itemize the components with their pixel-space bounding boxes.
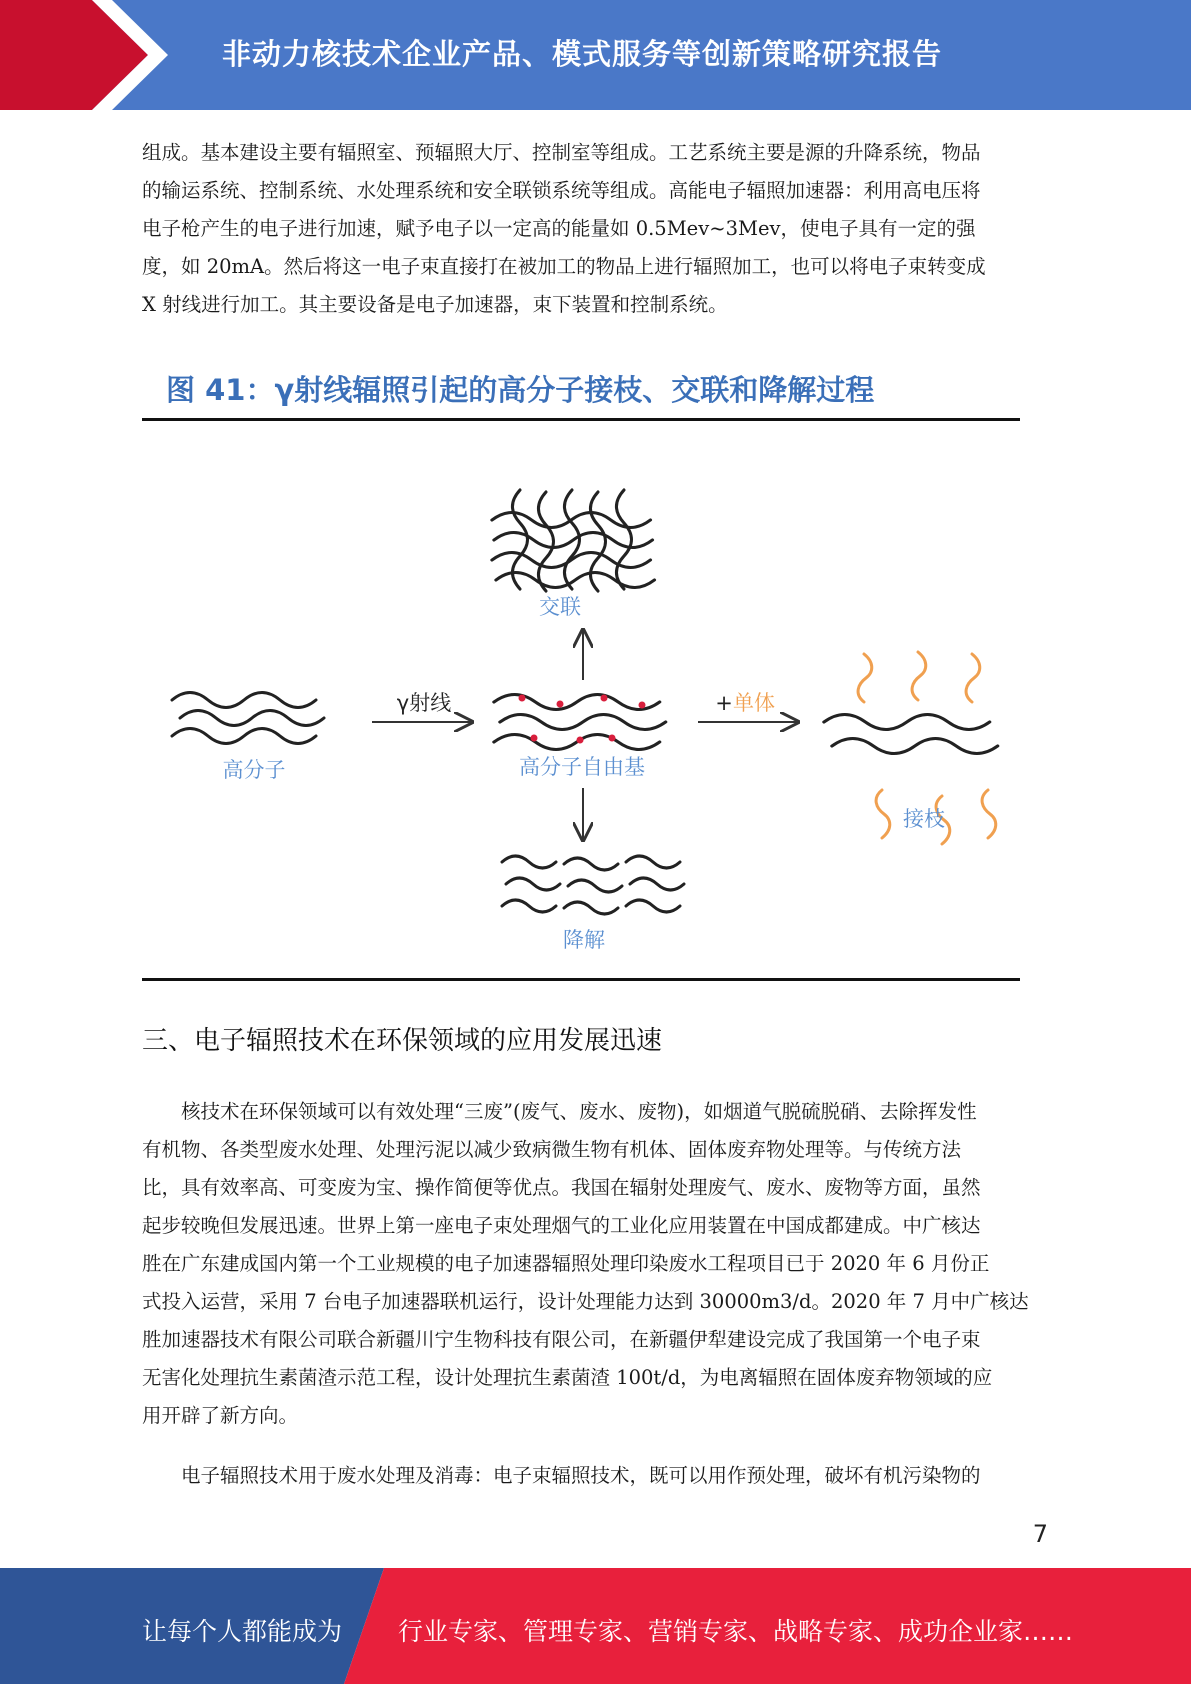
paragraph-main <box>142 1093 1048 1435</box>
label-polymer: 高分子 <box>222 758 286 782</box>
paragraph-line: 电子枪产生的电子进行加速，赋予电子以一定高的能量如 0.5Mev~3Mev，使电子具有一定的强 <box>142 217 976 240</box>
footer-slogan-right: 行业专家、管理专家、营销专家、战略专家、成功企业家…… <box>398 1617 1074 1646</box>
polymer-radiation-diagram <box>142 470 1020 970</box>
paragraph-line: 用开辟了新方向。 <box>142 1404 299 1427</box>
footer-slogan-left: 让每个人都能成为 <box>142 1617 343 1646</box>
label-graft: 接枝 <box>903 807 945 831</box>
label-plus: + <box>715 691 733 715</box>
page-footer <box>0 1568 1191 1684</box>
crosslink-network <box>492 490 654 591</box>
paragraph-line: 电子辐照技术用于废水处理及消毒：电子束辐照技术，既可以用作预处理，破坏有机污染物的 <box>181 1464 981 1487</box>
page-header <box>0 0 1191 110</box>
polymer-chains <box>172 693 324 744</box>
degraded-chains <box>502 856 684 914</box>
paragraph-line: 起步较晚但发展迅速。世界上第一座电子束处理烟气的工业化应用装置在中国成都建成。中广核达 <box>142 1214 981 1237</box>
paragraph-line: 比，具有效率高、可变废为宝、操作简便等优点。我国在辐射处理废气、废水、废物等方面，虽然 <box>142 1176 981 1199</box>
section-heading: 三、电子辐照技术在环保领域的应用发展迅速 <box>142 1026 663 1056</box>
paragraph-line: 胜在广东建成国内第一个工业规模的电子加速器辐照处理印染废水工程项目已于 2020 年 6 月份正 <box>142 1252 990 1275</box>
page-number: 7 <box>1032 1520 1048 1548</box>
paragraph-line: 胜加速器技术有限公司联合新疆川宁生物科技有限公司，在新疆伊犁建设完成了我国第一个电子束 <box>142 1328 981 1351</box>
label-monomer: 单体 <box>733 691 775 715</box>
label-degrade: 降解 <box>563 928 605 952</box>
paragraph-line: 核技术在环保领域可以有效处理“三废”(废气、废水、废物)，如烟道气脱硫脱硝、去除挥发性 <box>181 1100 977 1123</box>
paragraph-line: 无害化处理抗生素菌渣示范工程，设计处理抗生素菌渣 100t/d，为电离辐照在固体废弃物领域的应 <box>142 1366 993 1389</box>
figure-bottom-rule <box>142 978 1020 981</box>
paragraph-line: 组成。基本建设主要有辐照室、预辐照大厅、控制室等组成。工艺系统主要是源的升降系统，物品 <box>142 141 981 164</box>
header-title: 非动力核技术企业产品、模式服务等创新策略研究报告 <box>222 37 943 71</box>
paragraph-line: 式投入运营，采用 7 台电子加速器联机运行，设计处理能力达到 30000m3/d。2020 年 7 月中广核达 <box>142 1290 1029 1313</box>
figure-title: 图 41：γ射线辐照引起的高分子接枝、交联和降解过程 <box>166 373 875 407</box>
paragraph-top <box>142 134 1048 324</box>
paragraph-line: X 射线进行加工。其主要设备是电子加速器，束下装置和控制系统。 <box>142 293 728 316</box>
label-gamma: γ射线 <box>396 691 452 715</box>
figure-top-rule <box>142 418 1020 421</box>
paragraph-line: 的输运系统、控制系统、水处理系统和安全联锁系统等组成。高能电子辐照加速器：利用高电压将 <box>142 179 981 202</box>
paragraph-line: 度，如 20mA。然后将这一电子束直接打在被加工的物品上进行辐照加工，也可以将电子束转变成 <box>142 255 986 278</box>
label-crosslink: 交联 <box>539 595 581 619</box>
paragraph-line: 有机物、各类型废水处理、处理污泥以减少致病微生物有机体、固体废弃物处理等。与传统方法 <box>142 1138 962 1161</box>
label-radical: 高分子自由基 <box>519 755 645 779</box>
paragraph-last <box>142 1457 1048 1495</box>
